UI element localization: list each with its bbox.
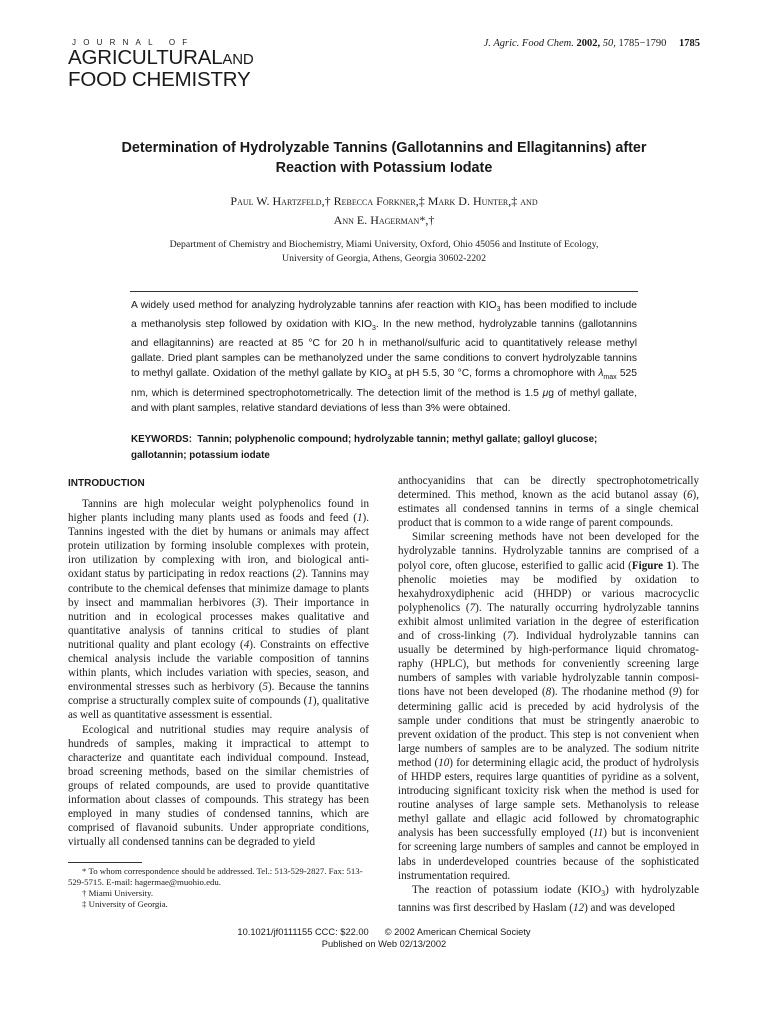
text-run: ). Tannins may contribute to the chemical defenses that minimize damage to plants by insect and mammalian herbivores ( bbox=[68, 568, 369, 609]
text-run: ). The rhodanine method ( bbox=[551, 686, 673, 699]
reference-link[interactable]: 2 bbox=[296, 568, 302, 581]
text-run: The reaction of potassium iodate (KIO bbox=[412, 883, 602, 896]
reference-link[interactable]: 1 bbox=[307, 695, 313, 708]
section-heading-introduction: INTRODUCTION bbox=[68, 478, 145, 489]
intro-paragraph-2: Ecological and nutritional studies may require analysis of hundreds of samples, making it impractical to attempt to characterize and quantitate each individual compound. Instead, broad screening methods, based on the similar chemistries of groups of related compounds, are used to provide quantitative information about classes of compounds. This strategy has been employed in many studies of condensed tannins, which are comprised of flavanoid subunits. Under appropriate conditions, virtually all condensed tannins can be degraded to yield bbox=[68, 723, 369, 849]
intro-paragraph-1 bbox=[68, 497, 369, 723]
reference-link[interactable]: 1 bbox=[356, 512, 363, 525]
text-run: ) with hydrolyzable tannins was first described by Haslam ( bbox=[398, 883, 699, 915]
footnote-georgia: ‡ University of Georgia. bbox=[82, 899, 168, 910]
reference-link[interactable]: 9 bbox=[672, 686, 679, 699]
footnote-miami: † Miami University. bbox=[82, 888, 154, 899]
subscript: 3 bbox=[601, 888, 606, 898]
page-number: 1785 bbox=[679, 38, 700, 49]
text-run: ) but is inconvenient for screening large numbers of samples and cannot be employed in labs in underdeveloped countries because of the sophisticated instrumentation required. bbox=[398, 827, 699, 882]
reference-link[interactable]: 12 bbox=[573, 902, 585, 915]
intro-paragraph-4 bbox=[398, 530, 699, 882]
journal-citation bbox=[484, 38, 700, 49]
published-date: Published on Web 02/13/2002 bbox=[321, 938, 447, 949]
authors-line-2: Ann E. Hagerman*,† bbox=[333, 213, 435, 227]
journal-logo bbox=[68, 38, 254, 90]
text-run: ) and was developed bbox=[584, 902, 675, 915]
footer-line-1 bbox=[140, 927, 628, 939]
keywords-text: Tannin; polyphenolic compound; hydrolyzable tannin; methyl gallate; galloyl glucose; gallotannin; potassium iodate bbox=[131, 434, 598, 461]
intro-paragraph-5 bbox=[398, 883, 699, 915]
figure-link[interactable]: Figure 1 bbox=[631, 559, 673, 572]
abstract-text-4: at pH 5.5, 30 °C, forms a chromophore with bbox=[391, 368, 599, 380]
logo-and: AND bbox=[222, 51, 254, 68]
mu-symbol: μ bbox=[542, 387, 549, 399]
abstract-text-3: . In the new method, hydrolyzable tannins (gallotannins and ellagitannins) are reacted at 85 °C for 20 h in methanol/sulfuric acid to quantitatively release methyl gallate. Dried plant samples can be methanolyzed under the same conditions to convert hydrolyzable tannins to methyl gallate. Oxidation of the methyl gallate by KIO bbox=[131, 319, 637, 380]
reference-link[interactable]: 7 bbox=[506, 630, 513, 643]
citation-volume: 50, bbox=[602, 38, 616, 49]
page-footer bbox=[140, 927, 628, 950]
reference-link[interactable]: 4 bbox=[243, 638, 250, 651]
text-run: ). Constraints on effective chemical analysis include the variable composition of tannins within plants, which includes variation with species, season, and environmental stresses such as herbivory ( bbox=[68, 638, 369, 694]
abstract-top-rule bbox=[130, 291, 638, 292]
left-column bbox=[68, 497, 369, 849]
text-run: ). The naturally occurring hydrolyzable tannins exhibit almost unlimited variation in the degree of esterification and of cross-linking ( bbox=[398, 601, 699, 643]
citation-pages: 1785−1790 bbox=[618, 38, 667, 49]
abstract-text-6: g of methyl gallate, and with plant samples, relative standard deviations of less than 3% were obtained. bbox=[131, 387, 637, 414]
text-run: ), qualitative as well as quantitative assessment is essential. bbox=[68, 695, 370, 722]
abstract-text-5: 525 nm, which is determined spectrophotometrically. The detection limit of the method is 1.5 bbox=[131, 368, 637, 399]
text-run: ). Individual hydrolyzable tannins can usually be determined by high-performance liquid chromatog-raphy (HPLC), but methods for conveniently screening large numbers of samples with variable hydrolyzable tannin composi-tions have not been developed ( bbox=[398, 630, 700, 699]
reference-link[interactable]: 5 bbox=[262, 681, 268, 694]
text-run: ) for determining gallic acid is preceded by acid hydrolysis of the sample under conditions that must be stringently anaerobic to prevent oxidation of the product. This step is not convenient when large numbers of samples are to be analyzed. The sodium nitrite method ( bbox=[398, 686, 699, 769]
citation-journal: J. Agric. Food Chem. bbox=[483, 38, 574, 49]
lambda-symbol: λ bbox=[598, 368, 604, 380]
text-run: anthocyanidins that can be directly spectrophotometrically determined. This method, known as the acid butanol assay ( bbox=[398, 475, 699, 502]
right-column bbox=[398, 474, 699, 915]
lambda-subscript: max bbox=[603, 374, 617, 382]
text-run: ), estimates all condensed tannins in terms of a single chemical product that is common to a wide range of parent compounds. bbox=[398, 489, 699, 530]
abstract-subscript: 3 bbox=[372, 325, 376, 333]
author-list bbox=[150, 192, 618, 230]
text-run: ). Their importance in nutrition and in ecological processes makes qualitative and quantitative analysis of tannins critical to studies of plant nutritional quality and plant ecology ( bbox=[68, 596, 370, 651]
doi[interactable]: 10.1021/jf0111155 CCC: $22.00 bbox=[237, 927, 369, 937]
reference-link[interactable]: 11 bbox=[593, 827, 604, 840]
reference-link[interactable]: 10 bbox=[438, 756, 450, 769]
logo-line-agricultural bbox=[68, 48, 254, 70]
reference-link[interactable]: 7 bbox=[469, 601, 476, 614]
text-run: ). Tannins ingested with the diet by humans or animals may affect protein utilization by forming insoluble complexes with protein, iron utilization by complexing with iron, and biological anti-oxidant status by participating in redox reactions ( bbox=[68, 512, 369, 581]
text-run: Tannins are high molecular weight polyphenolics found in higher plants including many plants used as foods and feed ( bbox=[68, 498, 369, 525]
reference-link[interactable]: 3 bbox=[255, 596, 262, 609]
authors-line-1: Paul W. Hartzfeld,† Rebecca Forkner,‡ Mark D. Hunter,‡ and bbox=[230, 194, 538, 208]
reference-link[interactable]: 6 bbox=[686, 489, 693, 502]
abstract-text-2: has been modified to include a methanolysis step followed by oxidation with KIO bbox=[131, 300, 638, 331]
abstract-subscript: 3 bbox=[496, 306, 501, 314]
abstract bbox=[131, 298, 637, 416]
text-run: Similar screening methods have not been developed for the hydrolyzable tannins. Hydrolyzable tannins are comprised of a polyol core, often glucose, esterified to gallic acid ( bbox=[398, 531, 699, 572]
logo-food-chemistry: FOOD CHEMISTRY bbox=[68, 68, 251, 91]
abstract-text-1: A widely used method for analyzing hydrolyzable tannins afer reaction with KIO bbox=[131, 300, 497, 311]
article-title: Determination of Hydrolyzable Tannins (Gallotannins and Ellagitannins) after Reaction with Potassium Iodate bbox=[121, 140, 647, 176]
citation-year: 2002, bbox=[576, 38, 601, 49]
text-run: ) for determining ellagic acid, the product of hydrolysis of HHDP esters, requires large quantities of pyridine as a solvent, introducing significant toxicity risk when the method is used for routine analyses of large sample sets. Methanolysis to release methyl gallate and ellagic acid followed by chromatographic analysis has been successfully employed ( bbox=[398, 756, 700, 840]
text-run: ). Because the tannins comprise a structurally complex suite of compounds ( bbox=[68, 681, 369, 708]
footnote-correspondence: * To whom correspondence should be addressed. Tel.: 513-529-2827. Fax: 513-529-5715. E-mail: hagermae@muohio.edu. bbox=[68, 866, 363, 888]
reference-link[interactable]: 8 bbox=[545, 686, 552, 699]
logo-agricultural: AGRICULTURAL bbox=[68, 46, 223, 69]
intro-paragraph-3 bbox=[398, 474, 699, 530]
affiliation: Department of Chemistry and Biochemistry, Miami University, Oxford, Ohio 45056 and Institute of Ecology, University of Georgia, Athens, Georgia 30602-2202 bbox=[169, 239, 599, 264]
keywords-label: KEYWORDS: bbox=[131, 434, 192, 445]
copyright: © 2002 American Chemical Society bbox=[384, 927, 531, 937]
logo-journal-of: JOURNAL OF bbox=[72, 38, 195, 47]
footnote-rule bbox=[68, 862, 142, 863]
abstract-subscript: 3 bbox=[387, 374, 392, 382]
footnotes bbox=[68, 866, 373, 910]
text-run: ). The phenolic moieties may be modified by oxidation to hexahydroxydiphenic acid (HHDP) or various macrocyclic polyphenolics ( bbox=[398, 559, 699, 614]
keywords bbox=[131, 432, 637, 463]
